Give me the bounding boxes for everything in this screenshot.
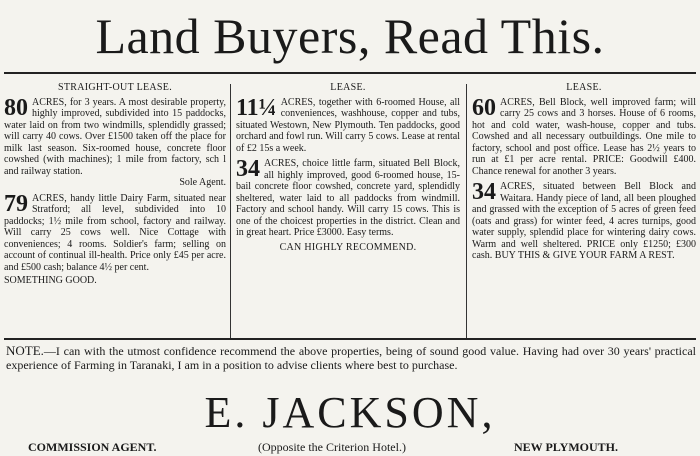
listing-34-acres-waitara xyxy=(472,181,696,262)
listing-number: 79 xyxy=(4,190,28,217)
page-title: Land Buyers, Read This. xyxy=(95,8,605,64)
middle-column xyxy=(236,82,460,257)
bottom-rule xyxy=(4,338,696,340)
note-paragraph xyxy=(6,344,696,372)
listing-footer: CAN HIGHLY RECOMMEND. xyxy=(279,241,417,253)
listing-text: ACRES, choice little farm, situated Bell Block, all highly improved, good 6-roomed house, 15-bail concrete floor cowshed, concrete yard, splendidly sheltered, water laid to all paddocks from windmill. Factory and school handy. Will carry 15 cows. This is one of the choicest properties in the district. Clean and in great heart. Price £3000. Easy terms. xyxy=(236,158,460,238)
listing-60-acres xyxy=(472,94,696,178)
listing-number: 60 xyxy=(472,94,496,121)
listing-text: ACRES, handy little Dairy Farm, situated near Stratford; all level, subdivided into 10 paddocks; 1½ mile from school, factory and railway. Will carry 25 cows well. Nice Cottage with conveniences; 4 rooms. Soldier's farm; selling on account of continual ill-health. Price only £45 per acre. and £500 cash; balance 4½ per cent. xyxy=(4,192,226,273)
note-text: —I can with the utmost confidence recommend the above properties, being of sound good value. Having had over 30 years' practical experience of Farming in Taranaki, I am in a position to advise clients where best to purchase. xyxy=(6,344,696,372)
listing-34-acres-bell-block xyxy=(236,158,460,253)
listing-number: 80 xyxy=(4,94,28,121)
column-divider xyxy=(466,84,467,338)
note-lead: NOTE. xyxy=(6,343,44,358)
listing-footer: SOMETHING GOOD. xyxy=(4,275,97,286)
listing-79-acres xyxy=(4,190,226,287)
listing-text: ACRES, Bell Block, well improved farm; will carry 25 cows and 3 horses. House of 6 rooms, hot and cold water, wash-house, copper and tubs. Cowshed and all necessary outbuildings. One mile to factory, school and post office. Lease has 2½ years to run at £1 per acre rental. PRICE: Goodwill £400. Chance renewal for another 3 years. xyxy=(472,96,696,177)
agent-name: E. JACKSON, xyxy=(204,388,496,437)
listing-number: 34 xyxy=(472,179,496,205)
listing-number: 11¼ xyxy=(236,94,277,121)
left-column xyxy=(4,82,226,291)
right-column-heading: LEASE. xyxy=(566,82,602,93)
listing-text: ACRES, for 3 years. A most desirable property, highly improved, subdivided into 15 paddocks, water laid on from two windmills, splendidly grassed; will carry 40 cows. Over £1500 taken off the place for milk last season. Six-roomed house, concrete floor cowshed (with machines); 1 mile from factory, sch l and railway station. xyxy=(4,96,226,177)
listing-number: 34 xyxy=(236,156,260,182)
column-divider xyxy=(230,84,231,338)
top-rule xyxy=(4,72,696,74)
agent-address: (Opposite the Criterion Hotel.) xyxy=(258,440,406,454)
listing-text: ACRES, together with 6-roomed House, all conveniences, washhouse, copper and tubs, situated Westown, New Plymouth. Ten paddocks, good orchard and fowl run. Will carry 5 cows. Lease at rental of £2 15s a week. xyxy=(236,96,460,154)
agent-role: COMMISSION AGENT. xyxy=(28,440,157,454)
middle-column-heading: LEASE. xyxy=(330,82,366,93)
listing-11-acres xyxy=(236,94,460,155)
listing-text: ACRES, situated between Bell Block and Waitara. Handy piece of land, all been ploughed and grassed with the exception of 5 acres of green feed (oats and grass) for winter feed, 4 acres turnips, good water supply, splendid place for wintering dairy cows. Warm and well sheltered. PRICE only £1250; £300 cash. BUY THIS & GIVE YOUR FARM A REST. xyxy=(472,181,696,261)
agent-town: NEW PLYMOUTH. xyxy=(514,440,619,454)
listing-signoff: Sole Agent. xyxy=(179,177,226,188)
right-column xyxy=(472,82,696,266)
left-column-heading: STRAIGHT-OUT LEASE. xyxy=(57,82,173,93)
listing-80-acres xyxy=(4,94,226,189)
